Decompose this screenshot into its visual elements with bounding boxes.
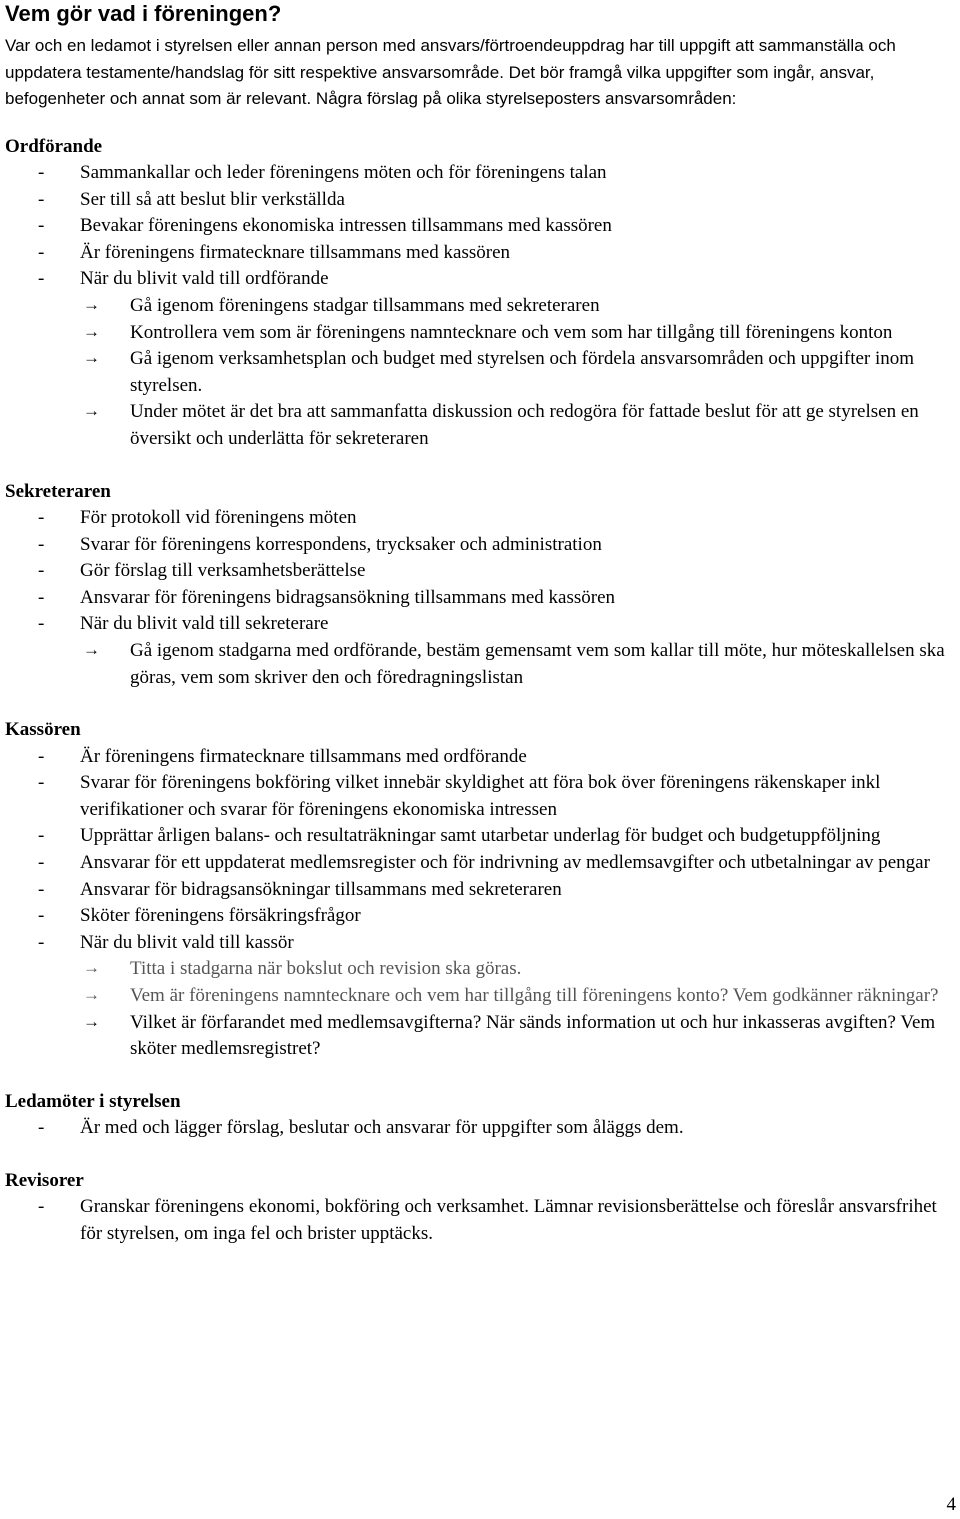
page-number: 4	[946, 1494, 956, 1515]
sub-list-item: → Vilket är förfarandet med medlemsavgifterna? När sänds information ut och hur inkasseras avgiften? Vem sköter medlemsregistret?	[5, 1010, 955, 1063]
sub-list-item: → Kontrollera vem som är föreningens namntecknare och vem som har tillgång till föreningens konton	[5, 320, 955, 347]
section-sekreteraren	[5, 479, 955, 692]
list-item: - Är med och lägger förslag, beslutar och ansvarar för uppgifter som åläggs dem.	[5, 1115, 955, 1142]
list-item: - Svarar för föreningens korrespondens, trycksaker och administration	[5, 532, 955, 559]
list-item: - Upprättar årligen balans- och resultaträkningar samt utarbetar underlag för budget och budgetuppföljning	[5, 823, 955, 850]
section-heading-ledamoter: Ledamöter i styrelsen	[5, 1090, 181, 1112]
list-item-text: När du blivit vald till kassör	[80, 931, 294, 953]
arrow-icon: →	[83, 294, 100, 314]
section-heading-kassoren: Kassören	[5, 719, 81, 741]
section-ledamoter	[5, 1089, 955, 1142]
ordforande-list	[5, 160, 955, 453]
arrow-icon: →	[83, 985, 100, 1005]
arrow-icon: →	[83, 401, 100, 421]
list-item: - Ansvarar för föreningens bidragsansökning tillsammans med kassören	[5, 585, 955, 612]
sub-list-item: → Vem är föreningens namntecknare och vem har tillgång till föreningens konto? Vem godkänner räkningar?	[5, 983, 955, 1010]
sub-list-item: → Under mötet är det bra att sammanfatta diskussion och redogöra för fattade beslut för att ge styrelsen en översikt och underlätta för sekreteraren	[5, 399, 955, 452]
list-item: - Svarar för föreningens bokföring vilket innebär skyldighet att föra bok över föreningens räkenskaper inkl verifikationer och svarar för föreningens ekonomiska intressen	[5, 770, 955, 823]
arrow-icon: →	[83, 348, 100, 368]
section-heading-sekreteraren: Sekreteraren	[5, 480, 111, 502]
sub-list-item: → Gå igenom stadgarna med ordförande, bestäm gemensamt vem som kallar till möte, hur möteskallelsen ska göras, vem som skriver den och föredragningslistan	[5, 638, 955, 691]
arrow-icon: →	[83, 321, 100, 341]
sekreteraren-list	[5, 505, 955, 691]
arrow-icon: →	[83, 1011, 100, 1031]
ordforande-sublist	[5, 293, 955, 453]
revisorer-list	[5, 1194, 955, 1247]
list-item	[5, 930, 955, 1063]
list-item: - Ansvarar för ett uppdaterat medlemsregister och för indrivning av medlemsavgifter och utbetalningar av pengar	[5, 850, 955, 877]
page-title: Vem gör vad i föreningen?	[5, 1, 282, 26]
intro-paragraph: Var och en ledamot i styrelsen eller annan person med ansvars/förtroendeuppdrag har till uppgift att sammanställa och uppdatera testamente/handslag för sitt respektive ansvarsområde. Det bör framgå vilka uppgifter som ingår, ansvar, befogenheter och annat som är relevant. Några förslag på olika styrelseposters ansvarsområden:	[5, 36, 896, 108]
ledamoter-list	[5, 1115, 955, 1142]
list-item: - Är föreningens firmatecknare tillsammans med kassören	[5, 240, 955, 267]
list-item: - Är föreningens firmatecknare tillsammans med ordförande	[5, 744, 955, 771]
arrow-icon: →	[83, 640, 100, 659]
kassoren-sublist	[5, 956, 955, 1062]
section-ordforande	[5, 134, 955, 453]
list-item-text: När du blivit vald till sekreterare	[80, 613, 329, 635]
list-item: - Sköter föreningens försäkringsfrågor	[5, 903, 955, 930]
section-revisorer	[5, 1168, 955, 1248]
list-item: - Ser till så att beslut blir verkställda	[5, 187, 955, 214]
sub-list-item: → Gå igenom föreningens stadgar tillsammans med sekreteraren	[5, 293, 955, 320]
list-item: - Bevakar föreningens ekonomiska intressen tillsammans med kassören	[5, 213, 955, 240]
list-item: - För protokoll vid föreningens möten	[5, 505, 955, 532]
sekreteraren-sublist	[5, 638, 955, 691]
list-item: - Gör förslag till verksamhetsberättelse	[5, 558, 955, 585]
section-kassoren	[5, 717, 955, 1063]
list-item: - Granskar föreningens ekonomi, bokföring och verksamhet. Lämnar revisionsberättelse och föreslår ansvarsfrihet för styrelsen, om inga fel och brister upptäcks.	[5, 1194, 955, 1247]
list-item	[5, 266, 955, 452]
kassoren-list	[5, 744, 955, 1063]
arrow-icon: →	[83, 958, 100, 978]
list-item-text: När du blivit vald till ordförande	[80, 268, 329, 290]
sub-list-item: → Gå igenom verksamhetsplan och budget med styrelsen och fördela ansvarsområden och uppgifter inom styrelsen.	[5, 346, 955, 399]
list-item	[5, 611, 955, 691]
document-page	[5, 0, 955, 1248]
section-heading-revisorer: Revisorer	[5, 1169, 84, 1191]
list-item: - Sammankallar och leder föreningens möten och för föreningens talan	[5, 160, 955, 187]
sub-list-item: → Titta i stadgarna när bokslut och revision ska göras.	[5, 956, 955, 983]
list-item: - Ansvarar för bidragsansökningar tillsammans med sekreteraren	[5, 877, 955, 904]
section-heading-ordforande: Ordförande	[5, 135, 103, 157]
